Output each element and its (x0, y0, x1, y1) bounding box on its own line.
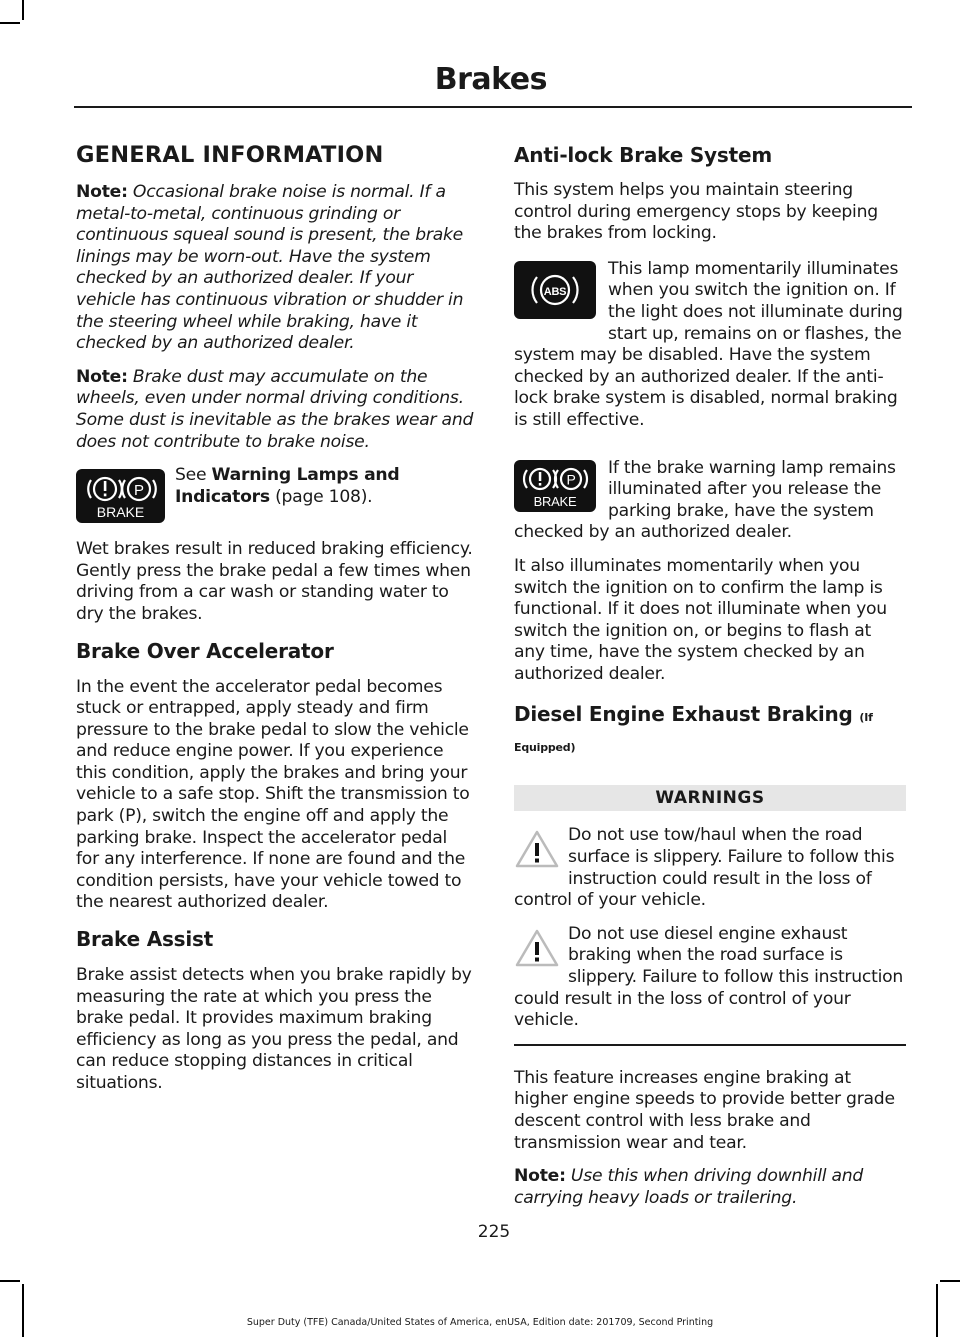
subsection-heading: Anti-lock Brake System (514, 143, 772, 167)
page-reference: (page 108). (275, 486, 373, 507)
see-reference-row (76, 465, 474, 527)
brake-over-accelerator-paragraph: In the event the accelerator pedal becomes stuck or entrapped, apply steady and firm pressure to the brake pedal to slow the vehicle and reduce engine power. If you experience this condition, apply the brakes and bring your vehicle to a safe stop. Shift the transmission to park (P), switch the engine off and apply the parking brake. Inspect the accelerator pedal for any interference. If none are found and the condition persists, have your vehicle towed to the nearest authorized dealer. (76, 676, 470, 913)
right-column (514, 142, 906, 1221)
brake-lamp-paragraph (514, 458, 906, 544)
note-text: Use this when driving downhill and carrying heavy loads or trailering. (514, 1166, 864, 1208)
crop-mark (22, 1284, 24, 1337)
left-column (76, 142, 474, 1107)
subsection-heading: Brake Assist (76, 927, 214, 952)
svg-text:ABS: ABS (543, 285, 567, 298)
svg-text:BRAKE: BRAKE (533, 493, 577, 509)
warning-text: Do not use tow/haul when the road surface is slippery. Failure to follow this instruction could result in the loss of control of your vehicle. (514, 825, 895, 911)
note-label: Note: (514, 1166, 566, 1187)
brake-lamp-text: If the brake warning lamp remains illuminated after you release the parking brake, have the system checked by an authorized dealer. (514, 457, 896, 543)
brake-assist-paragraph: Brake assist detects when you brake rapidly by measuring the rate at which you press the brake pedal. It provides maximum braking efficiency as long as you press the pedal, and can reduce stopping distances in critical situations. (76, 965, 472, 1093)
note-label: Note: (76, 366, 128, 387)
brake-also-paragraph: It also illuminates momentarily when you switch the ignition on to confirm the lamp is functional. If it does not illuminate when you switch the ignition on, or begins to flash at any time, have the system checked by an authorized dealer. (514, 555, 887, 684)
warnings-divider (514, 1044, 906, 1046)
warning-triangle-icon (514, 829, 560, 876)
crop-mark (936, 1284, 938, 1337)
brake-warning-icon (514, 460, 596, 519)
brake-warning-icon (76, 469, 165, 527)
note-text: Occasional brake noise is normal. If a metal-to-metal, continuous grinding or continuous squeal sound is present, the brake linings may be worn-out. Have the system checked by an authorized dealer. If your vehicle has continuous vibration or shudder in the steering wheel while braking, have it checked by an authorized dealer. (76, 182, 464, 354)
warning-triangle-icon (514, 928, 560, 975)
see-prefix: See (175, 465, 207, 486)
note-text: Brake dust may accumulate on the wheels, even under normal driving conditions. Some dust is inevitable as the brakes wear and does not contribute to brake noise. (76, 366, 474, 452)
section-heading: GENERAL INFORMATION (76, 142, 384, 168)
feature-paragraph: This feature increases engine braking at higher engine speeds to provide better grade descent control with less brake and transmission wear and tear. (514, 1067, 895, 1153)
page-number: 225 (477, 1222, 511, 1242)
abs-lamp-paragraph (514, 259, 906, 432)
warning-item (514, 825, 906, 911)
note-label: Note: (76, 182, 128, 202)
note-paragraph (76, 367, 474, 453)
crop-mark (940, 1280, 960, 1282)
subsection-heading (514, 701, 906, 761)
crop-mark (0, 1280, 20, 1282)
crop-mark (22, 0, 24, 20)
heading-qualifier: (If (859, 711, 873, 725)
abs-intro-paragraph: This system helps you maintain steering control during emergency stops by keeping the brakes from locking. (514, 180, 878, 244)
warning-text: Do not use diesel engine exhaust braking when the road surface is slippery. Failure to follow this instruction could result in the loss of control of your vehicle. (514, 923, 904, 1031)
wet-brakes-paragraph: Wet brakes result in reduced braking efficiency. Gently press the brake pedal a few times when driving from a car wash or standing water to dry the brakes. (76, 539, 473, 624)
diesel-heading-text: Diesel Engine Exhaust Braking (514, 702, 853, 727)
warnings-header: WARNINGS (514, 785, 906, 811)
header-divider (74, 106, 912, 108)
warnings-box (514, 785, 906, 1045)
page-title: Brakes (434, 62, 547, 97)
subsection-heading: Brake Over Accelerator (76, 638, 334, 663)
note-paragraph (76, 182, 474, 355)
cross-reference-link[interactable]: Warning Lamps and Indicators (175, 465, 400, 507)
crop-mark (0, 22, 20, 24)
svg-text:BRAKE: BRAKE (96, 504, 145, 521)
note-paragraph (514, 1166, 906, 1209)
footer-edition-info: Super Duty (TFE) Canada/United States of America, enUSA, Edition date: 201709, Second Printing (246, 1317, 714, 1328)
svg-text:P: P (133, 482, 145, 500)
abs-lamp-text: This lamp momentarily illuminates when you switch the ignition on. If the light does not illuminate during start up, remains on or flashes, the system may be disabled. Have the system checked by an authorized dealer. If the anti-lock brake system is disabled, normal braking is still effective. (514, 258, 903, 430)
svg-text:P: P (566, 471, 576, 488)
warning-item (514, 924, 906, 1032)
abs-warning-icon (514, 261, 596, 326)
heading-qualifier: Equipped) (514, 741, 576, 755)
